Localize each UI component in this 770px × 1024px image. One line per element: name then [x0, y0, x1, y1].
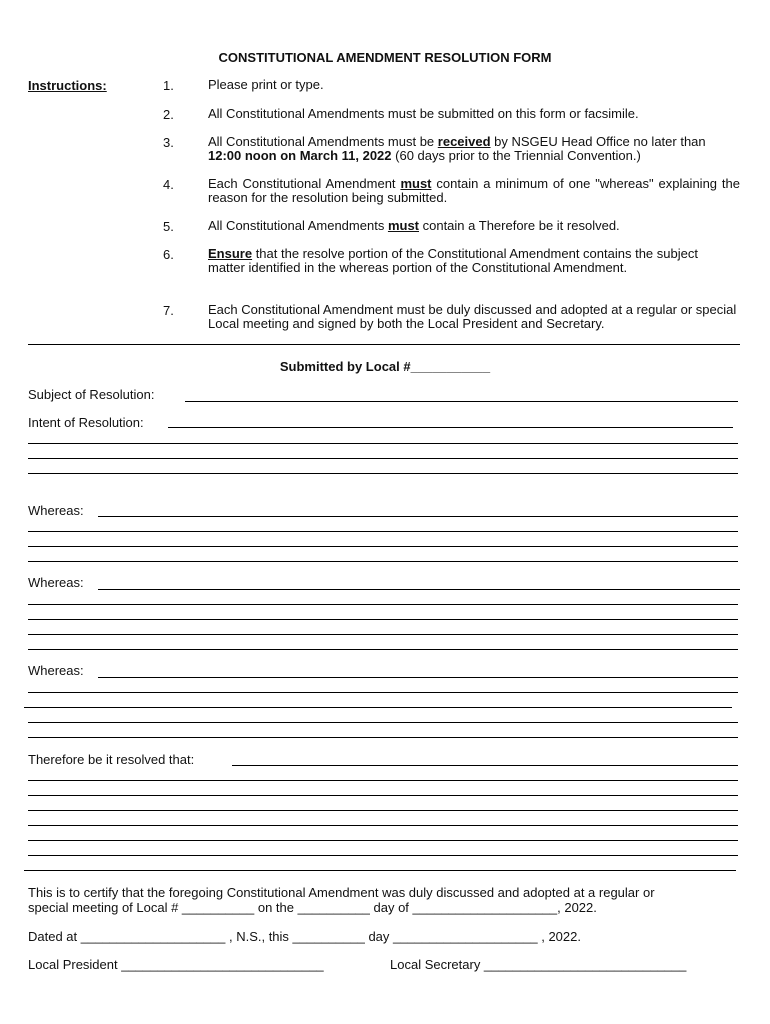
instruction-run: Each Constitutional Amendment — [208, 176, 401, 191]
local-president-signature[interactable]: Local President ____________________________ — [28, 957, 324, 972]
instruction-text — [208, 303, 740, 331]
therefore-line[interactable] — [28, 840, 738, 841]
intent-line[interactable] — [168, 427, 733, 428]
intent-label: Intent of Resolution: — [28, 415, 150, 430]
therefore-line[interactable] — [232, 765, 738, 766]
instruction-run: that the resolve portion of the Constitutional Amendment contains the subject matter identified in the whereas portion of the Constitutional Amendment. — [208, 246, 698, 275]
instruction-run: All Constitutional Amendments must be — [208, 134, 438, 149]
therefore-line[interactable] — [28, 795, 738, 796]
whereas-label: Whereas: — [28, 663, 90, 678]
instruction-text — [208, 135, 740, 163]
instruction-run: by NSGEU Head Office no later than — [490, 134, 706, 149]
instruction-text — [208, 107, 740, 121]
instruction-number: 2. — [163, 107, 174, 122]
therefore-line[interactable] — [28, 825, 738, 826]
instruction-run: Each Constitutional Amendment must be duly discussed and adopted at a regular or special Local meeting and signed by both the Local President and Secretary. — [208, 302, 737, 331]
emphasis-text: Ensure — [208, 246, 253, 261]
intent-line[interactable] — [28, 473, 738, 474]
whereas-label: Whereas: — [28, 503, 90, 518]
whereas-line[interactable] — [28, 619, 738, 620]
instruction-run: Please print or type. — [208, 77, 324, 92]
therefore-line[interactable] — [28, 810, 738, 811]
instruction-number: 3. — [163, 135, 174, 150]
whereas-line[interactable] — [28, 737, 738, 738]
whereas-line[interactable] — [28, 634, 738, 635]
certify-line: This is to certify that the foregoing Constitutional Amendment was duly discussed and adopted at a regular or — [28, 885, 655, 900]
subject-label: Subject of Resolution: — [28, 387, 160, 402]
instruction-text — [208, 247, 728, 275]
instruction-text — [208, 219, 740, 233]
whereas-line[interactable] — [28, 531, 738, 532]
instruction-text — [208, 78, 740, 92]
whereas-line[interactable] — [28, 722, 738, 723]
whereas-line[interactable] — [24, 707, 732, 708]
emphasis-text: must — [387, 218, 419, 233]
emphasis-text: must — [400, 176, 432, 191]
therefore-line[interactable] — [28, 780, 738, 781]
instruction-number: 4. — [163, 177, 174, 192]
whereas-label: Whereas: — [28, 575, 90, 590]
whereas-line[interactable] — [28, 561, 738, 562]
submitted-by-local[interactable]: Submitted by Local #___________ — [279, 359, 491, 374]
subject-line[interactable] — [185, 401, 738, 402]
form-title: CONSTITUTIONAL AMENDMENT RESOLUTION FORM — [218, 50, 552, 65]
therefore-line[interactable] — [28, 855, 738, 856]
whereas-line[interactable] — [98, 516, 738, 517]
certify-line[interactable]: special meeting of Local # __________ on the __________ day of ____________________, 2022. — [28, 900, 597, 915]
whereas-line[interactable] — [28, 546, 738, 547]
whereas-line[interactable] — [28, 692, 738, 693]
emphasis-text: 12:00 noon on March 11, 2022 — [208, 148, 392, 163]
therefore-label: Therefore be it resolved that: — [28, 752, 200, 767]
instructions-label: Instructions: — [28, 78, 107, 93]
instruction-run: All Constitutional Amendments must be submitted on this form or facsimile. — [208, 106, 639, 121]
instruction-number: 1. — [163, 78, 174, 93]
section-divider — [28, 344, 740, 345]
intent-line[interactable] — [28, 443, 738, 444]
intent-line[interactable] — [28, 458, 738, 459]
whereas-line[interactable] — [28, 649, 738, 650]
instruction-text — [208, 177, 740, 205]
instruction-run: (60 days prior to the Triennial Convention.) — [391, 148, 641, 163]
emphasis-text: received — [437, 134, 491, 149]
instruction-number: 7. — [163, 303, 174, 318]
instruction-run: contain a minimum of one "whereas" explaining the reason for the resolution being submitted. — [208, 176, 740, 205]
dated-line[interactable]: Dated at ____________________ , N.S., this __________ day ____________________ , 2022. — [28, 929, 581, 944]
instruction-number: 6. — [163, 247, 174, 262]
whereas-line[interactable] — [28, 604, 738, 605]
instruction-run: contain a Therefore be it resolved. — [419, 218, 620, 233]
instruction-number: 5. — [163, 219, 174, 234]
whereas-line[interactable] — [98, 677, 738, 678]
local-secretary-signature[interactable]: Local Secretary ____________________________ — [390, 957, 687, 972]
whereas-line[interactable] — [98, 589, 740, 590]
instruction-run: All Constitutional Amendments — [208, 218, 388, 233]
therefore-line[interactable] — [24, 870, 736, 871]
